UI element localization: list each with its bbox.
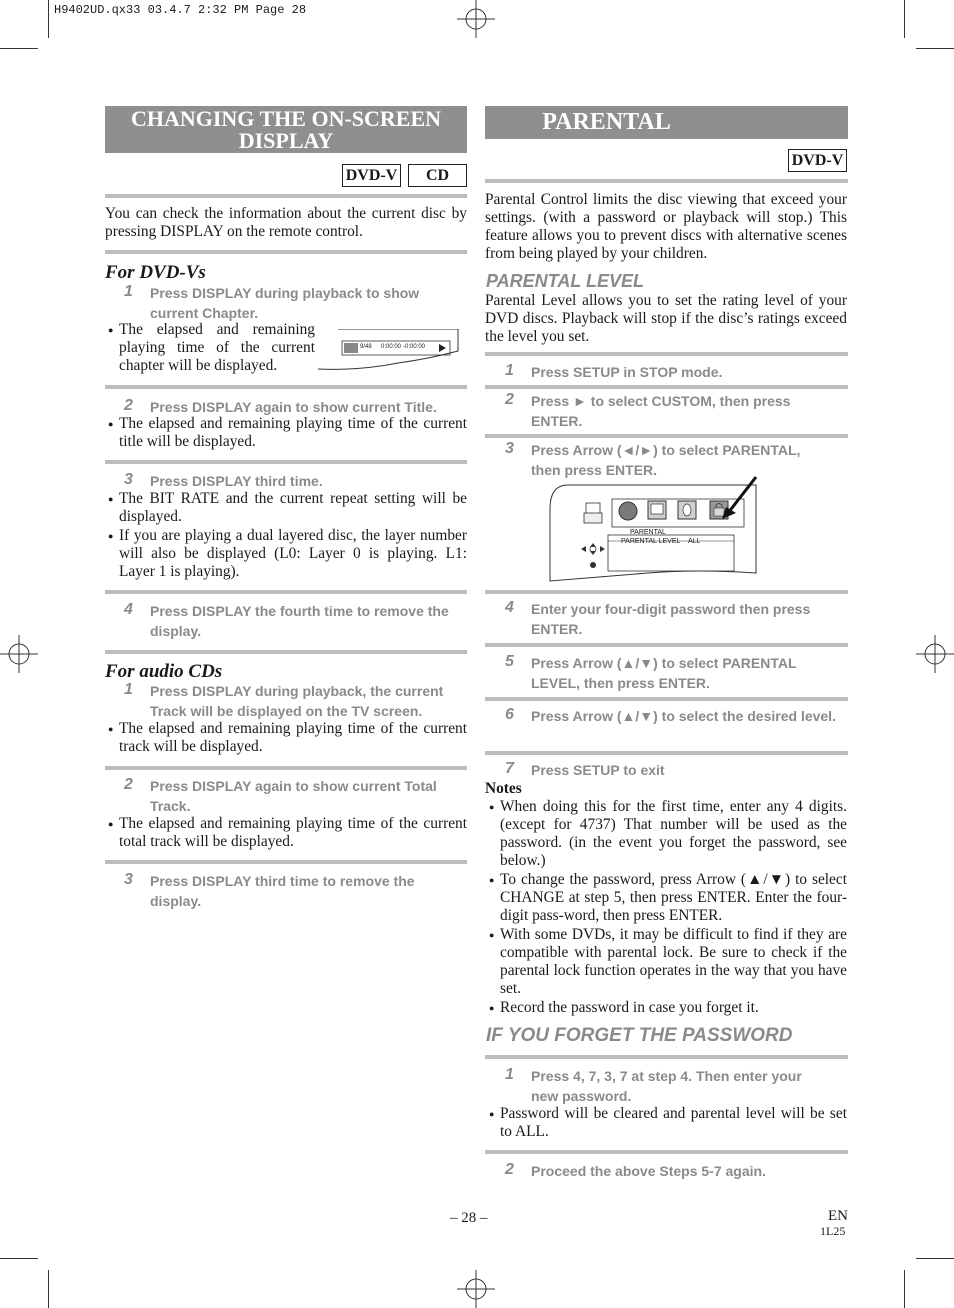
step-text: Press ► to select CUSTOM, then press ENTER. — [531, 393, 791, 429]
divider — [105, 250, 467, 254]
section-title-display: CHANGING THE ON-SCREEN DISPLAY — [105, 106, 467, 153]
step-number: 1 — [124, 681, 133, 698]
osd-display-illustration — [318, 329, 460, 373]
step-number: 1 — [505, 1066, 514, 1083]
notes-label: Notes — [485, 780, 522, 797]
divider — [105, 460, 467, 464]
divider — [485, 751, 848, 755]
step-number: 3 — [124, 871, 133, 888]
step-number: 7 — [505, 760, 514, 777]
crop-mark — [916, 1258, 954, 1259]
page-number: – 28 – — [450, 1210, 488, 1226]
bullet-text: ● The elapsed and remaining playing time of the current title will be displayed. — [119, 415, 467, 451]
step-text: Press Arrow (▲/▼) to select the desired level. — [531, 708, 836, 724]
step-number: 3 — [124, 471, 133, 488]
crop-mark — [48, 0, 49, 38]
heading-parental-level: PARENTAL LEVEL — [486, 271, 645, 291]
step-number: 3 — [505, 440, 514, 457]
crop-mark — [0, 1258, 38, 1259]
print-slug: H9402UD.qx33 03.4.7 2:32 PM Page 28 — [54, 3, 307, 17]
divider — [485, 352, 848, 356]
heading-forget-password: IF YOU FORGET THE PASSWORD — [486, 1025, 793, 1046]
divider — [105, 385, 467, 389]
language-code: EN — [828, 1208, 848, 1224]
menu-row-label: PARENTAL LEVEL — [621, 538, 681, 545]
step-number: 1 — [124, 283, 133, 300]
divider — [485, 1150, 848, 1154]
registration-mark-icon — [916, 635, 954, 673]
crop-mark — [904, 0, 905, 38]
step-text: Press DISPLAY again to show current Total Track. — [150, 778, 437, 814]
divider — [105, 650, 467, 654]
divider — [485, 1055, 848, 1059]
step-number: 2 — [124, 776, 133, 793]
step-text: Press DISPLAY during playback, the current Track will be displayed on the TV screen. — [150, 683, 444, 719]
step-text: Press Arrow (◄/►) to select PARENTAL, then press ENTER. — [531, 442, 801, 478]
divider — [105, 766, 467, 770]
step-number: 5 — [505, 653, 514, 670]
registration-mark-icon — [0, 635, 38, 673]
step-number: 4 — [505, 599, 514, 616]
divider — [485, 385, 848, 389]
step-text: Press DISPLAY again to show current Title. — [150, 399, 437, 415]
divider — [485, 179, 848, 183]
note-item: ● With some DVDs, it may be difficult to find if they are compatible with parental lock. Be sure to check if the parental lock function operates in the way that you have set. — [500, 926, 847, 998]
heading-for-dvds: For DVD-Vs — [105, 262, 206, 283]
step-text: Press DISPLAY the fourth time to remove the display. — [150, 603, 449, 639]
step-number: 4 — [124, 601, 133, 618]
menu-tab-label: PARENTAL — [630, 529, 666, 536]
badge-cd: CD — [408, 164, 467, 187]
step-number: 2 — [505, 1161, 514, 1178]
step-number: 2 — [124, 397, 133, 414]
bullet-text: ● If you are playing a dual layered disc, the layer number will also be displayed (L0: Layer 0 is playing. L1: Layer 1 is playing). — [119, 527, 467, 581]
parental-level-intro: Parental Level allows you to set the rating level of your DVD discs. Playback will stop if the disc’s ratings exceed the level you set. — [485, 292, 847, 345]
display-intro: You can check the information about the current disc by pressing DISPLAY on the remote control. — [105, 205, 467, 240]
step-text: Press DISPLAY during playback to show current Chapter. — [150, 285, 420, 321]
registration-mark-icon — [457, 1270, 495, 1308]
registration-mark-icon — [457, 0, 495, 38]
osd-remaining: -0:00:00 — [403, 344, 426, 350]
note-item: ● Record the password in case you forget it. — [500, 999, 847, 1017]
step-text: Press Arrow (▲/▼) to select PARENTAL LEVEL, then press ENTER. — [531, 655, 797, 691]
bullet-text: ● Password will be cleared and parental level will be set to ALL. — [500, 1105, 847, 1141]
bullet-text: ● The elapsed and remaining playing time of the current chapter will be displayed. — [119, 321, 315, 375]
section-title-parental: PARENTAL CONTROL — [485, 106, 848, 139]
divider — [105, 194, 467, 198]
crop-mark — [48, 1270, 49, 1308]
divider — [485, 434, 848, 438]
divider — [485, 590, 848, 594]
step-text: Press SETUP to exit — [531, 762, 665, 778]
bullet-text: ● The BIT RATE and the current repeat setting will be displayed. — [119, 490, 467, 526]
badge-dvd-v: DVD-V — [342, 164, 401, 187]
osd-elapsed: 0:00:00 — [381, 344, 402, 350]
divider — [485, 697, 848, 701]
osd-chapter: 9/48 — [360, 344, 372, 350]
step-text: Press SETUP in STOP mode. — [531, 364, 723, 380]
note-item: ● When doing this for the first time, enter any 4 digits. (except for 4737) That number will be used as the password. (in the event you forget the password, see below.) — [500, 798, 847, 870]
menu-row-value: ALL — [688, 538, 701, 545]
divider — [485, 643, 848, 647]
divider — [105, 590, 467, 594]
step-number: 2 — [505, 391, 514, 408]
parental-intro: Parental Control limits the disc viewing that exceed your settings. (with a password or playback will stop.) This feature allows you to prevent discs with alternative scenes from being played by your children. — [485, 191, 847, 262]
badge-dvd-v: DVD-V — [788, 149, 847, 172]
note-item: ● To change the password, press Arrow (▲/▼) to select CHANGE at step 5, then press ENTER. Enter the four-digit pass-word, then press ENTER. — [500, 871, 847, 925]
model-code: 1L25 — [820, 1224, 846, 1238]
step-text: Proceed the above Steps 5-7 again. — [531, 1163, 766, 1179]
crop-mark — [0, 48, 38, 49]
step-text: Enter your four-digit password then press ENTER. — [531, 601, 811, 637]
step-text: Press 4, 7, 3, 7 at step 4. Then enter your new password. — [531, 1068, 802, 1104]
bullet-text: ● The elapsed and remaining playing time of the current track will be displayed. — [119, 720, 467, 756]
crop-mark — [916, 48, 954, 49]
step-text: Press DISPLAY third time to remove the display. — [150, 873, 415, 909]
divider — [105, 860, 467, 864]
bullet-text: ● The elapsed and remaining playing time of the current total track will be displayed. — [119, 815, 467, 851]
step-text: Press DISPLAY third time. — [150, 473, 323, 489]
heading-for-audio-cds: For audio CDs — [105, 661, 223, 682]
crop-mark — [904, 1270, 905, 1308]
step-number: 6 — [505, 706, 514, 723]
step-number: 1 — [505, 362, 514, 379]
